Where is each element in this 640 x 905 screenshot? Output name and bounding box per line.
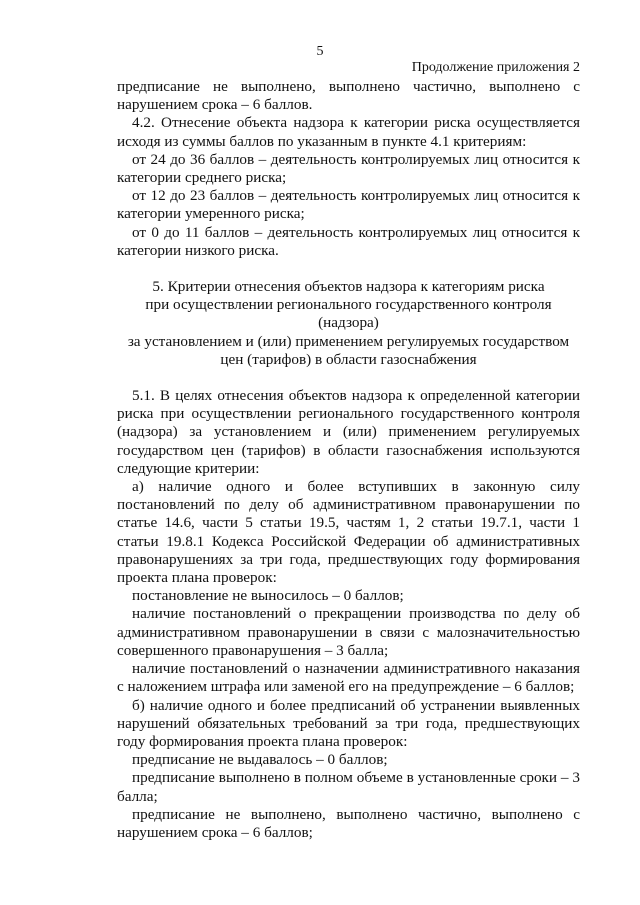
paragraph: наличие постановлений о назначении административного наказания с наложением штрафа или заменой его на предупреждение – 6 баллов; [117, 660, 580, 696]
paragraph: наличие постановлений о прекращении производства по делу об административном правонарушении в связи с малозначительностью совершенного правонарушения – 3 балла; [117, 605, 580, 659]
section-heading [117, 278, 580, 369]
paragraph: а) наличие одного и более вступивших в законную силу постановлений по делу об административном правонарушении по статье 14.6, части 5 статьи 19.5, частям 1, 2 статьи 19.7.1, части 1 статьи 19.8.1 Кодекса Российской Федерации об административных правонарушениях за три года, предшествующих году формирования проекта плана проверок: [117, 478, 580, 587]
paragraph: постановление не выносилось – 0 баллов; [132, 587, 404, 605]
paragraph: предписание не выдавалось – 0 баллов; [132, 751, 388, 769]
paragraph: 5.1. В целях отнесения объектов надзора к определенной категории риска при осуществлении регионального государственного контроля (надзора) за установлением и (или) применением регулируемых государством цен (тарифов) в области газоснабжения используются следующие критерии: [117, 387, 580, 477]
paragraph: б) наличие одного и более предписаний об устранении выявленных нарушений обязательных требований за три года, предшествующих году формирования проекта плана проверок: [117, 696, 580, 750]
section-heading-line: за установлением и (или) применением регулируемых государством [127, 332, 570, 350]
appendix-continuation-label: Продолжение приложения 2 [411, 60, 580, 75]
paragraph: от 24 до 36 баллов – деятельность контролируемых лиц относится к категории среднего риска; [117, 150, 580, 187]
paragraph: от 0 до 11 баллов – деятельность контролируемых лиц относится к категории низкого риска. [117, 223, 580, 259]
section-heading-line: при осуществлении регионального государственного контроля (надзора) [145, 296, 552, 332]
paragraph: предписание не выполнено, выполнено частично, выполнено с нарушением срока – 6 баллов. [117, 78, 580, 114]
paragraph: предписание не выполнено, выполнено частично, выполнено с нарушением срока – 6 баллов; [117, 805, 580, 841]
paragraph: 4.2. Отнесение объекта надзора к категории риска осуществляется исходя из суммы баллов по указанным в пункте 4.1 критериям: [117, 114, 580, 150]
section-heading-line: 5. Критерии отнесения объектов надзора к категориям риска [152, 278, 545, 296]
document-body [117, 78, 580, 842]
paragraph: от 12 до 23 баллов – деятельность контролируемых лиц относится к категории умеренного риска; [117, 187, 580, 223]
paragraph: предписание выполнено в полном объеме в установленные сроки – 3 балла; [117, 769, 580, 805]
section-heading-line: цен (тарифов) в области газоснабжения [220, 350, 477, 368]
page-number: 5 [316, 44, 324, 59]
